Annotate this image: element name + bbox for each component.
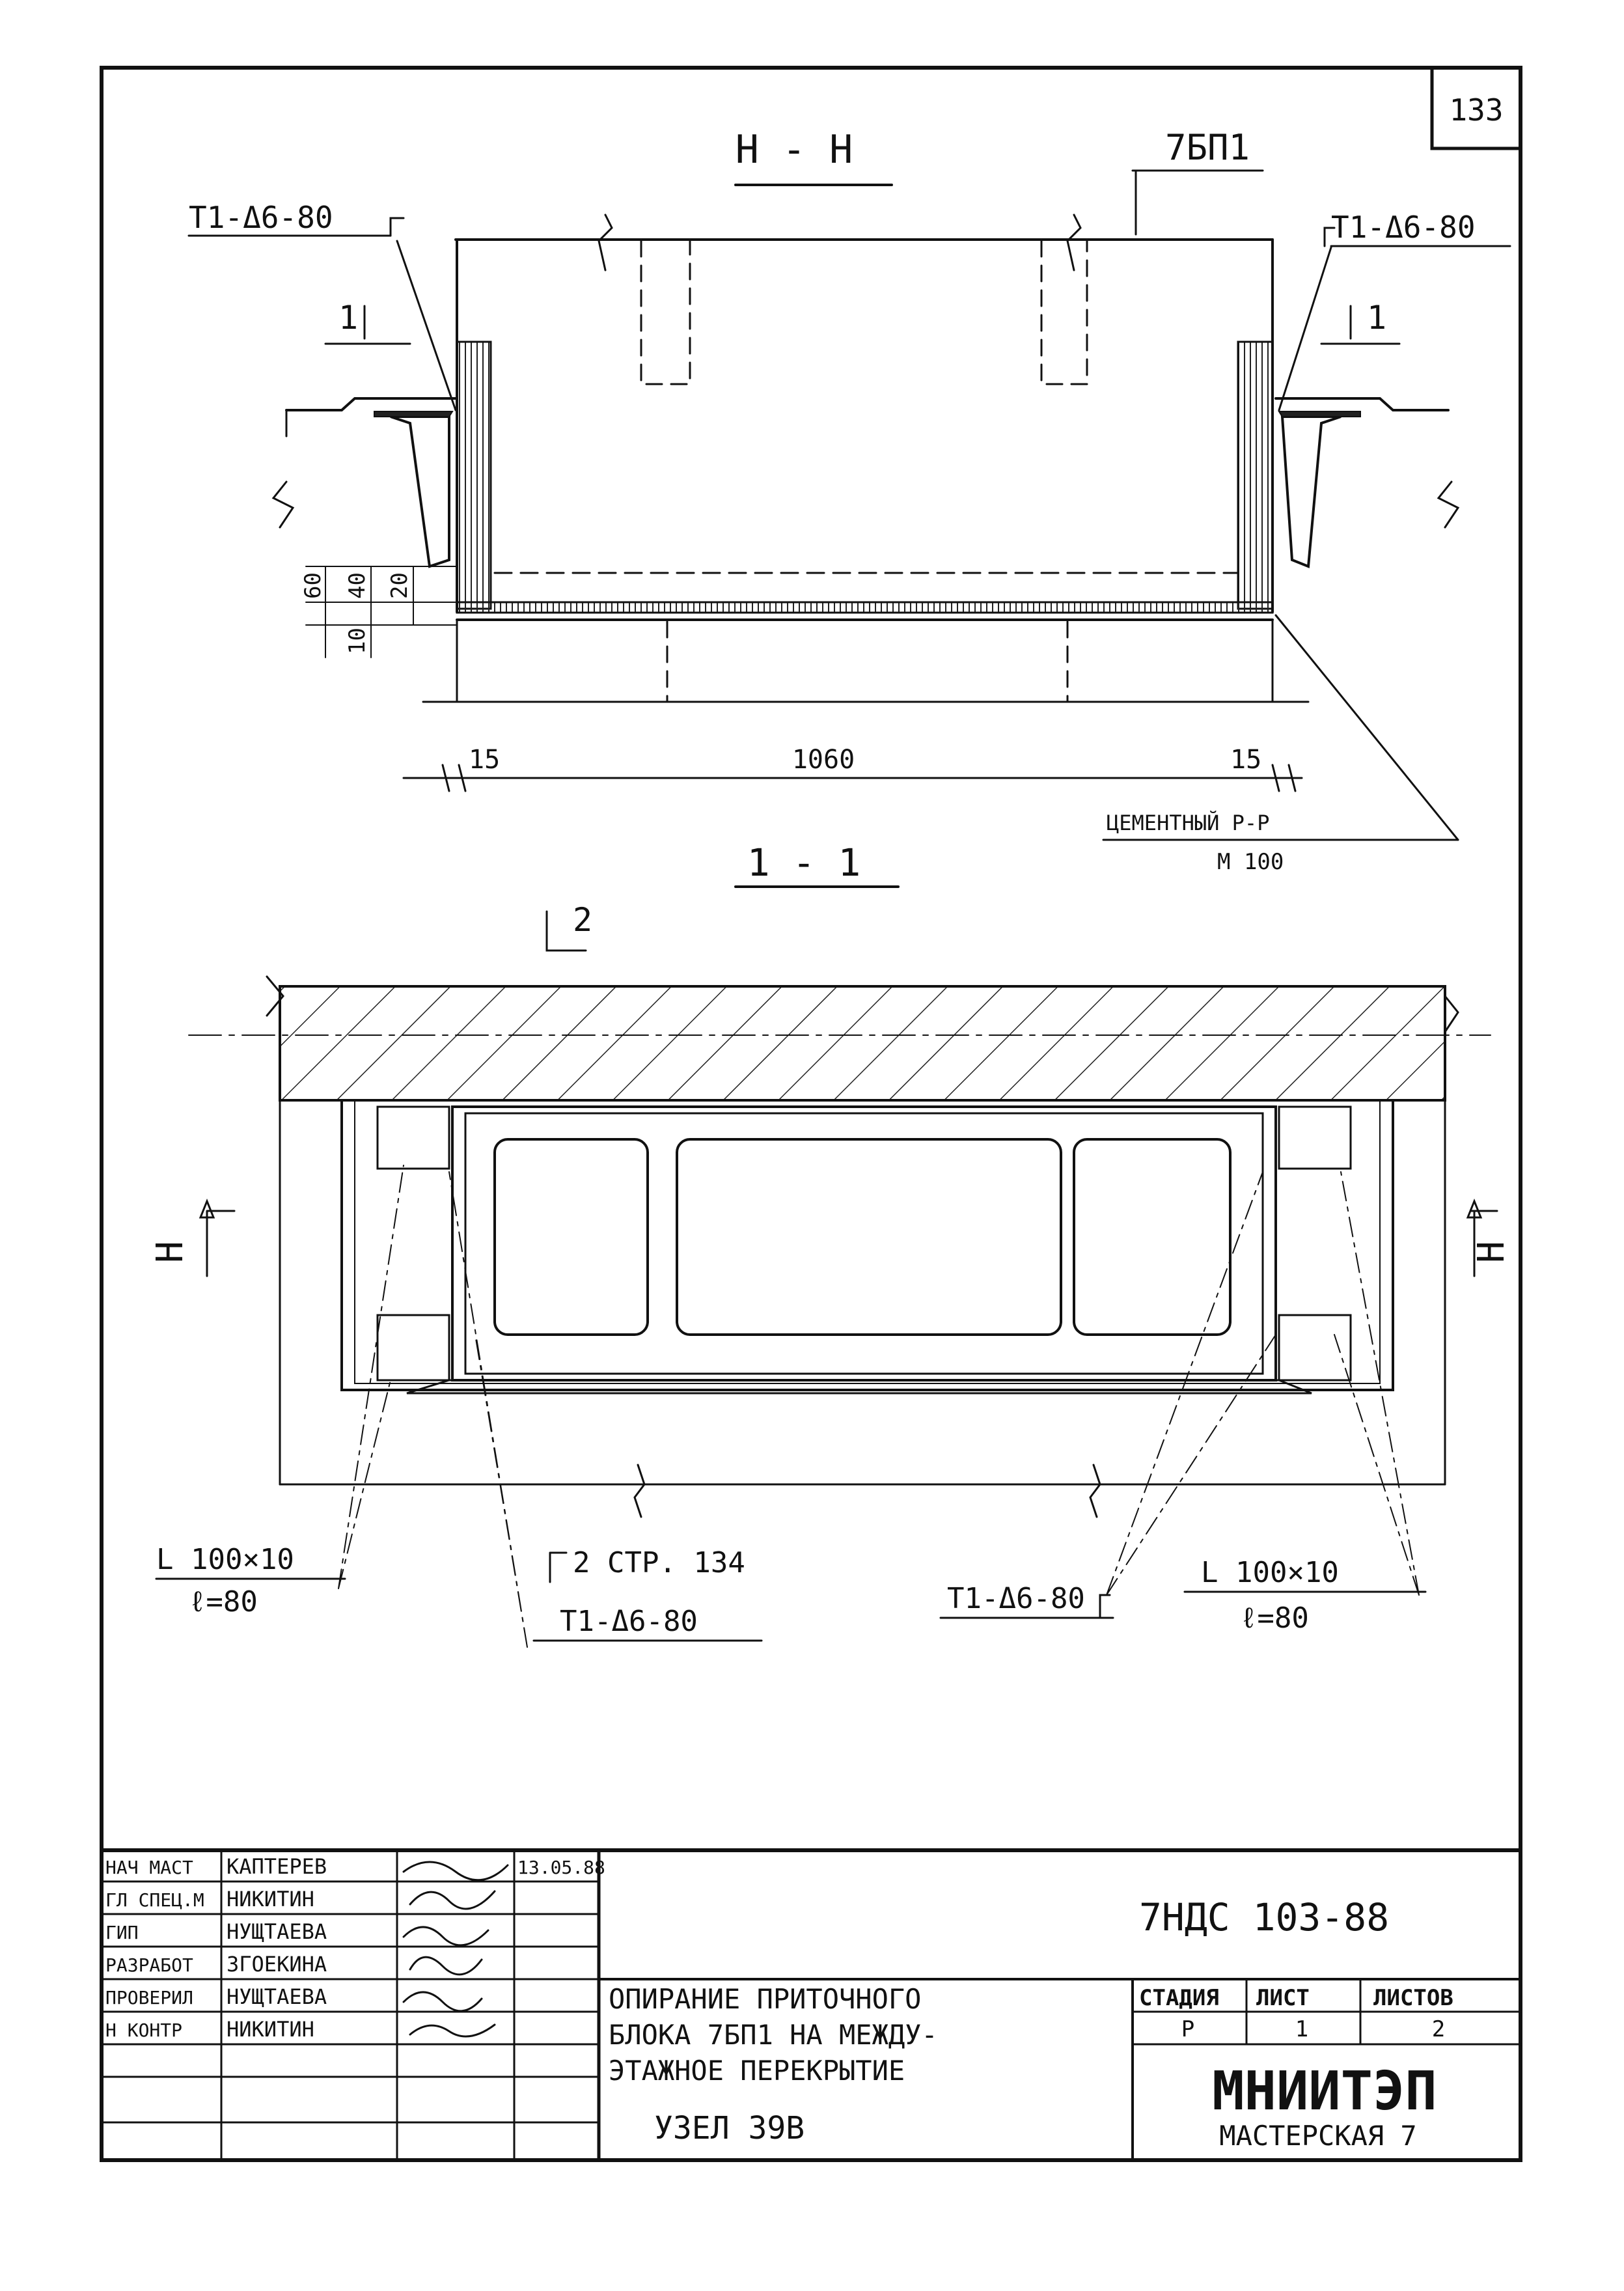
marker-h-right: Н xyxy=(1470,1241,1513,1263)
sheet-header: ЛИСТ xyxy=(1256,1985,1310,2011)
angle-right-label-2: ℓ=80 xyxy=(1240,1602,1309,1635)
break-mark-right xyxy=(1067,215,1080,270)
break-left-slab xyxy=(273,482,293,527)
dim-60: 60 xyxy=(300,572,326,599)
anchor-leader-right xyxy=(1279,247,1331,410)
angle-support-top-left xyxy=(378,1107,449,1169)
stage-header: СТАДИЯ xyxy=(1139,1985,1219,2011)
ventilation-block xyxy=(452,1107,1276,1380)
floor-slab-left xyxy=(286,398,456,566)
cut-mark-right: 1 xyxy=(1367,299,1387,337)
block-panel-center xyxy=(677,1139,1061,1335)
name-2: НУЩТАЕВА xyxy=(227,1919,327,1944)
sheets-value: 2 xyxy=(1431,2016,1446,2042)
name-1: НИКИТИН xyxy=(227,1887,314,1911)
role-5: Н КОНТР xyxy=(105,2020,183,2041)
ref-2-label: 2 СТР. 134 xyxy=(573,1546,745,1579)
dim-40: 40 xyxy=(344,572,370,599)
wall-fill-left xyxy=(457,342,491,609)
angle-right-label-1: L 100×10 xyxy=(1201,1556,1339,1589)
block-label: 7БП1 xyxy=(1165,127,1250,168)
cut-mark-left: 1 xyxy=(338,299,359,337)
role-4: ПРОВЕРИЛ xyxy=(105,1987,193,2008)
leaders-left xyxy=(338,1165,527,1647)
mortar-note-2: М 100 xyxy=(1217,849,1284,875)
marker-h-left: Н xyxy=(149,1241,191,1263)
slab-support-left xyxy=(374,411,452,417)
sheet-number: 133 xyxy=(1449,92,1504,128)
role-2: ГИП xyxy=(105,1922,139,1943)
stage-value: Р xyxy=(1181,2016,1195,2042)
section-1-title: 1 - 1 xyxy=(747,840,861,885)
node-label: УЗЕЛ 39В xyxy=(654,2110,805,2146)
vertical-dim-lines xyxy=(306,566,456,658)
anchor-bottom-right: Т1-Δ6-80 xyxy=(947,1582,1085,1615)
mortar-bed xyxy=(457,602,1273,613)
sheet-value: 1 xyxy=(1295,2016,1309,2042)
anchor-flag-left xyxy=(391,218,404,236)
mortar-leader xyxy=(1276,615,1458,840)
org-name: МНИИТЭП xyxy=(1212,2061,1437,2122)
anchor-bottom-right-flag xyxy=(1100,1595,1110,1618)
break-right-slab xyxy=(1438,482,1458,527)
anchor-leader-left xyxy=(397,241,456,410)
ref-2-mark xyxy=(550,1553,566,1582)
sheets-header: ЛИСТОВ xyxy=(1373,1985,1453,2011)
marker-h-right-arrow xyxy=(1468,1201,1497,1276)
break-mark-left xyxy=(599,215,612,270)
angle-support-bottom-right xyxy=(1279,1315,1351,1380)
dim-10: 10 xyxy=(344,628,370,654)
section-1-1 xyxy=(149,840,1513,1647)
dim-20: 20 xyxy=(387,572,413,599)
block-panel-left xyxy=(495,1139,648,1335)
role-3: РАЗРАБОТ xyxy=(105,1954,193,1976)
role-0: НАЧ МАСТ xyxy=(105,1857,193,1878)
wall-fill-right xyxy=(1238,342,1273,609)
dim-right: 15 xyxy=(1230,745,1262,775)
title-line-2: БЛОКА 7БП1 НА МЕЖДУ- xyxy=(609,2019,938,2051)
anchor-label-right: Т1-Δ6-80 xyxy=(1331,210,1476,245)
doc-code: 7НДС 103-88 xyxy=(1139,1895,1390,1939)
anchor-label-left: Т1-Δ6-80 xyxy=(189,200,333,235)
block-panel-right xyxy=(1074,1139,1230,1335)
angle-support-bottom-left xyxy=(378,1315,449,1380)
break-marks-bottom xyxy=(635,1465,1100,1517)
section-h-title: Н - Н xyxy=(735,127,853,173)
angle-support-top-right xyxy=(1279,1107,1351,1169)
signatures xyxy=(404,1862,508,2036)
angle-left-label-1: L 100×10 xyxy=(156,1543,294,1576)
name-0: КАПТЕРЕВ xyxy=(227,1854,327,1879)
mortar-note-1: ЦЕМЕНТНЫЙ Р-Р xyxy=(1107,811,1270,835)
role-1: ГЛ СПЕЦ.М xyxy=(105,1889,204,1911)
name-4: НУЩТАЕВА xyxy=(227,1984,327,2009)
workshop-name: МАСТЕРСКАЯ 7 xyxy=(1219,2120,1417,2152)
marker-h-left-arrow xyxy=(200,1201,234,1276)
signed-date: 13.05.88 xyxy=(517,1857,605,1878)
angle-left-label-2: ℓ=80 xyxy=(189,1585,258,1618)
anchor-bottom-center: Т1-Δ6-80 xyxy=(560,1605,698,1638)
slab-break-right xyxy=(1445,996,1458,1032)
cut-2-label: 2 xyxy=(573,901,593,939)
title-block xyxy=(102,1850,1521,2160)
floor-slab-hatched xyxy=(280,986,1445,1100)
inner-dashed-right xyxy=(1041,241,1087,384)
section-h-h xyxy=(189,127,1510,875)
name-5: НИКИТИН xyxy=(227,2017,314,2042)
inner-dashed-left xyxy=(641,241,690,384)
name-3: ЗГОЕКИНА xyxy=(227,1952,327,1977)
title-line-1: ОПИРАНИЕ ПРИТОЧНОГО xyxy=(609,1983,922,2015)
title-line-3: ЭТАЖНОЕ ПЕРЕКРЫТИЕ xyxy=(609,2055,905,2087)
dim-left: 15 xyxy=(469,745,501,775)
floor-slab-right xyxy=(1276,398,1448,566)
slab-support-right xyxy=(1279,411,1360,417)
dim-center: 1060 xyxy=(791,745,855,775)
